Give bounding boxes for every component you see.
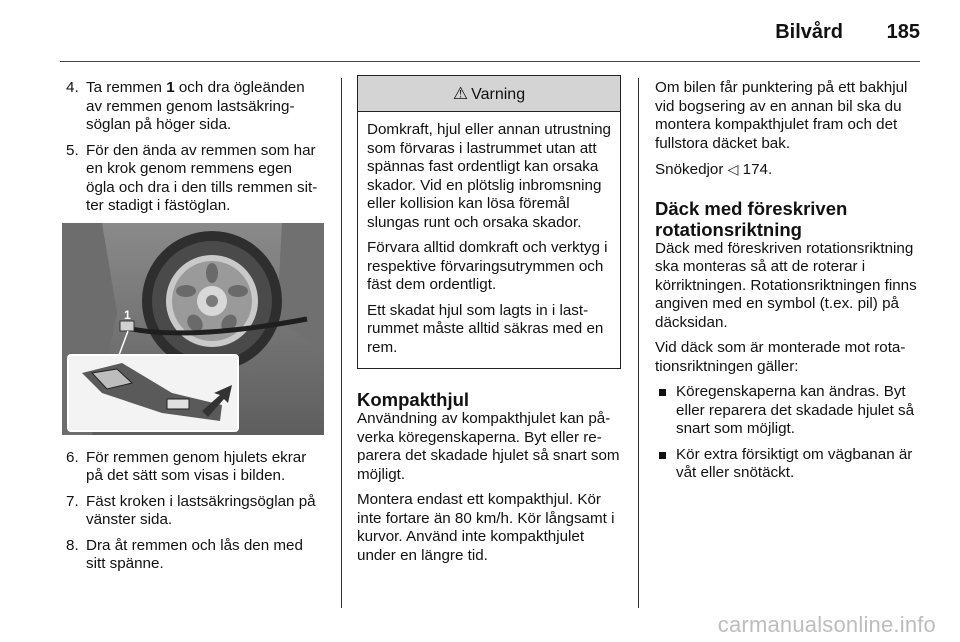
body-paragraph: Vid däck som är monterade mot rotationsriktningen gäller: — [655, 339, 906, 375]
column-3 — [655, 79, 923, 490]
section-heading-rotation — [655, 198, 923, 240]
bullet-item — [655, 383, 923, 439]
header-rule — [60, 61, 920, 62]
spare-wheel — [142, 231, 282, 371]
column-2 — [357, 75, 621, 572]
step-ref-bold: 1 — [166, 79, 175, 96]
page-number: 185 — [886, 21, 920, 43]
warning-paragraph: Domkraft, hjul eller annan utrustning som förvaras i lastrummet utan att spännas fast ordentligt kan orsaka skador. Vid en plötslig inbromsning eller kollision kan lösa föremål slungas runt och orsaka skador. — [367, 121, 611, 231]
body-paragraph: Däck med föreskriven rotationsriktning ska monteras så att de roterar i körriktningen. Rotationsriktningen finns angiven med en symbol (t.ex. pil) på däcksidan. — [655, 239, 917, 331]
bullet-text: Köregenskaperna kan ändras. Byt eller reparera det skadade hjulet så snart som möjligt. — [676, 383, 915, 437]
warning-body — [358, 112, 620, 368]
column-divider-1 — [341, 78, 342, 608]
bullet-text: Kör extra försiktigt om vägbanan är våt eller snötäckt. — [676, 445, 913, 481]
section-heading-kompakthjul: Kompakthjul — [357, 389, 470, 410]
warning-triangle-icon: ⚠ — [452, 84, 469, 103]
snow-chains-label: Snökedjor — [655, 161, 724, 178]
section-title: Bilvård — [775, 21, 843, 43]
warning-box — [357, 75, 621, 369]
heading-line: rotationsriktning — [655, 218, 802, 240]
step-item — [62, 537, 324, 574]
step-number: 4. — [66, 79, 79, 96]
warning-header — [358, 76, 620, 112]
step-text: Dra åt remmen och lås den med sitt spänne. — [86, 536, 303, 572]
figure-callout-label: 1 — [124, 307, 131, 322]
step-text: För den ända av remmen som har en krok genom remmens egen ögla och dra i den tills remmen sitter stadigt i fästöglan. — [86, 141, 318, 214]
detail-inset — [68, 355, 238, 431]
watermark: carmanualsonline.info — [717, 612, 936, 637]
bullet-square-icon — [659, 452, 666, 459]
snow-chains-page: 174. — [742, 161, 773, 178]
page-header — [0, 0, 960, 60]
spare-wheel-strap-figure — [62, 223, 324, 435]
warning-paragraph: Ett skadat hjul som lagts in i lastrummet måste alltid säkras med en rem. — [367, 301, 604, 356]
page-reference-arrow-icon: ◁ — [727, 161, 739, 177]
step-text: Ta remmen — [86, 79, 167, 96]
warning-title: Varning — [471, 86, 526, 103]
step-number: 6. — [66, 448, 79, 466]
step-text: Fäst kroken i lastsäkringsöglan på vänster sida. — [86, 492, 316, 528]
strap-buckle — [120, 321, 134, 331]
column-divider-2 — [638, 78, 639, 608]
body-paragraph: Om bilen får punktering på ett bakhjul vid bogsering av en annan bil ska du montera kompakthjulet fram och det fullstora däcket bak. — [655, 79, 908, 152]
step-item — [62, 79, 324, 135]
bullet-square-icon — [659, 389, 666, 396]
step-item — [62, 142, 324, 216]
step-number: 8. — [66, 536, 79, 554]
body-paragraph: Användning av kompakthjulet kan påverka köregenskaperna. Byt eller reparera det skadade hjulet så snart som möjligt. — [357, 410, 620, 483]
step-item — [62, 493, 324, 530]
body-paragraph: Montera endast ett kompakthjul. Kör inte fortare än 80 km/h. Kör långsamt i kurvor. Använd inte kompakthjulet under en längre tid. — [357, 491, 615, 564]
step-text-cont: och dra ögleänden av remmen genom lastsäkringsöglan på höger sida. — [86, 79, 305, 133]
step-number: 7. — [66, 492, 79, 510]
step-number: 5. — [66, 141, 79, 159]
warning-paragraph: Förvara alltid domkraft och verktyg i respektive förvaringsutrymmen och fäst dem ordentligt. — [367, 239, 608, 293]
heading-line: Däck med föreskriven — [655, 197, 848, 219]
cross-reference — [655, 160, 923, 180]
column-1 — [62, 79, 324, 581]
bullet-item — [655, 446, 923, 483]
step-text: För remmen genom hjulets ekrar på det sätt som visas i bilden. — [86, 448, 307, 484]
step-item — [62, 449, 324, 486]
